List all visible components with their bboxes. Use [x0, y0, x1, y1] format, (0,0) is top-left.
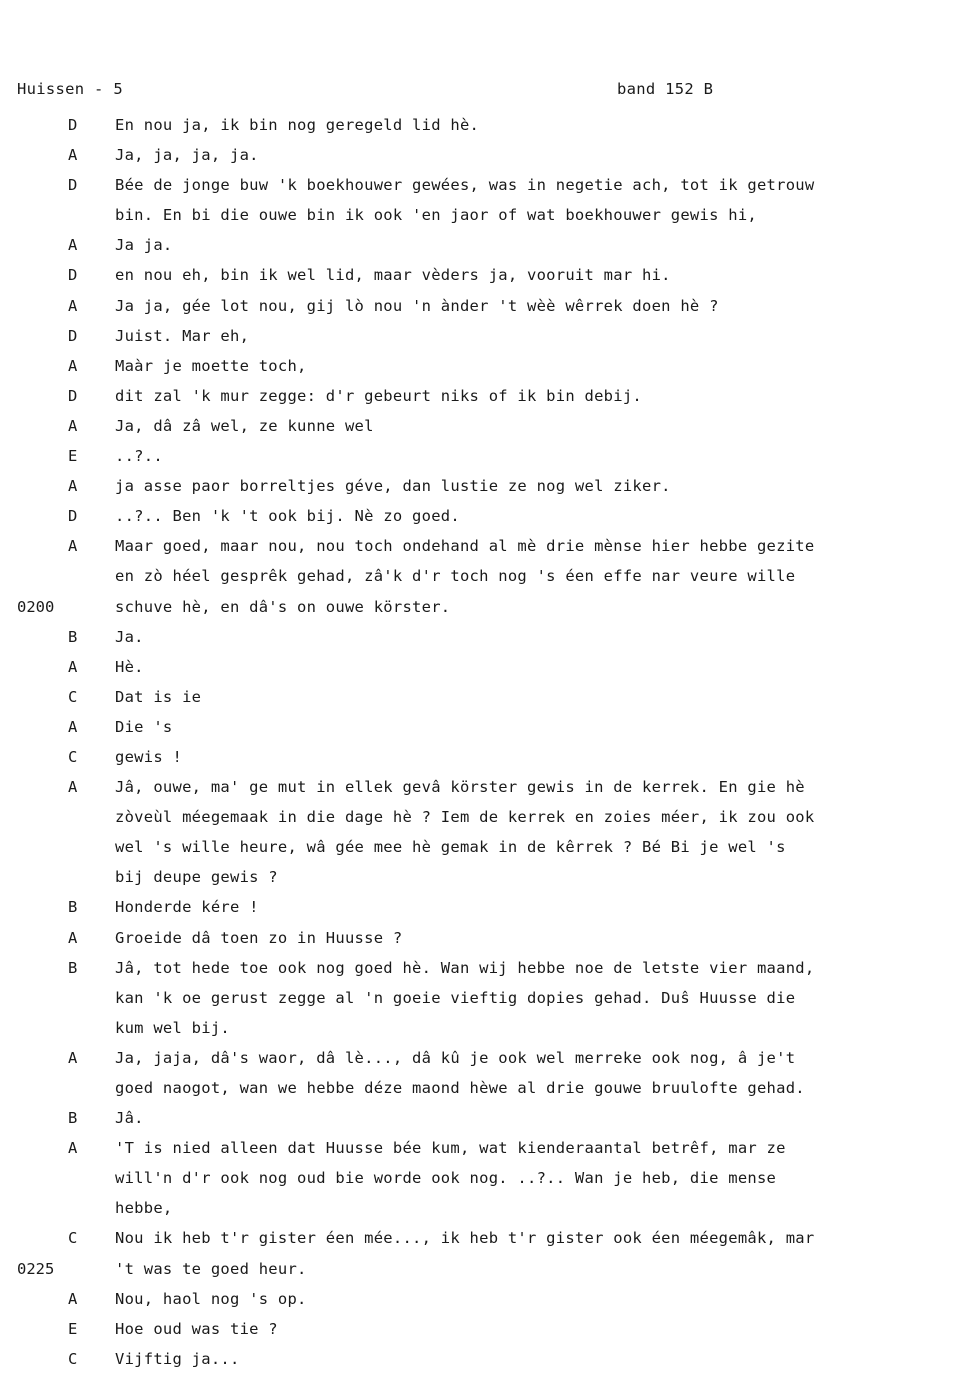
transcript-entry — [0, 1223, 973, 1283]
utterance-line: Bée de jonge buw 'k boekhouwer gewées, was in negetie ach, tot ik getrouw — [115, 176, 815, 195]
transcript-entry — [0, 652, 973, 682]
speaker-label: C — [68, 1229, 78, 1248]
utterance-line: will'n d'r ook nog oud bie worde ook nog. ..?.. Wan je heb, die mense — [115, 1169, 777, 1188]
speaker-label: D — [68, 176, 78, 195]
speaker-label: C — [68, 747, 78, 766]
transcript-entry — [0, 1043, 973, 1103]
speaker-label: B — [68, 627, 78, 646]
utterance-line: Hoe oud was tie ? — [115, 1319, 278, 1338]
utterance-line: gewis ! — [115, 747, 183, 766]
speaker-label: A — [68, 416, 78, 435]
transcript-entry — [0, 1314, 973, 1344]
speaker-label: D — [68, 507, 78, 526]
utterance-line: ..?.. Ben 'k 't ook bij. Nè zo goed. — [115, 507, 460, 526]
speaker-label: D — [68, 326, 78, 345]
utterance-line: 'T is nied alleen dat Huusse bée kum, wat kienderaantal betrêf, mar ze — [115, 1139, 786, 1158]
transcript-entry — [0, 682, 973, 712]
transcript-entry — [0, 892, 973, 922]
utterance-line: Honderde kére ! — [115, 898, 259, 917]
transcript-entry — [0, 321, 973, 351]
transcript-entry — [0, 230, 973, 260]
utterance-line: Ja ja, gée lot nou, gij lò nou 'n ànder 't wèè wêrrek doen hè ? — [115, 296, 719, 315]
speaker-label: A — [68, 537, 78, 556]
utterance-line: wel 's wille heure, wâ gée mee hè gemak in de kêrrek ? Bé Bi je wel 's — [115, 838, 786, 857]
speaker-label: A — [68, 1139, 78, 1158]
speaker-label: A — [68, 778, 78, 797]
transcript-entry — [0, 622, 973, 652]
utterance-line: dit zal 'k mur zegge: d'r gebeurt niks of ik bin debij. — [115, 386, 642, 405]
speaker-label: A — [68, 146, 78, 165]
utterance-line: Jâ, ouwe, ma' ge mut in ellek gevâ körster gewis in de kerrek. En gie hè — [115, 778, 805, 797]
utterance-line: Maàr je moette toch, — [115, 356, 307, 375]
utterance-line: Ja, ja, ja, ja. — [115, 146, 259, 165]
transcript-entry — [0, 501, 973, 531]
utterance-line: kum wel bij. — [115, 1018, 230, 1037]
speaker-label: A — [68, 928, 78, 947]
utterance-line: Jâ, tot hede toe ook nog goed hè. Wan wij hebbe noe de letste vier maand, — [115, 958, 815, 977]
transcript-entry — [0, 291, 973, 321]
transcript-entry — [0, 441, 973, 471]
speaker-label: A — [68, 296, 78, 315]
utterance-line: Juist. Mar eh, — [115, 326, 250, 345]
transcript-entry — [0, 260, 973, 290]
speaker-label: B — [68, 1109, 78, 1128]
utterance-line: hebbe, — [115, 1199, 173, 1218]
tape-counter-mark: 0200 — [17, 597, 55, 616]
utterance-line: kan 'k oe gerust zegge al 'n goeie vieftig dopies gehad. Duŝ Huusse die — [115, 988, 796, 1007]
speaker-label: E — [68, 447, 78, 466]
utterance-line: ..?.. — [115, 447, 163, 466]
utterance-line: en zò héel gesprêk gehad, zâ'k d'r toch nog 's éen effe nar veure wille — [115, 567, 796, 586]
utterance-line: Ja. — [115, 627, 144, 646]
transcript-entry — [0, 1344, 973, 1374]
utterance-line: En nou ja, ik bin nog geregeld lid hè. — [115, 116, 480, 134]
speaker-label: C — [68, 687, 78, 706]
speaker-label: A — [68, 657, 78, 676]
utterance-line: 't was te goed heur. — [115, 1259, 307, 1278]
utterance-line: Jâ. — [115, 1109, 144, 1128]
utterance-line: Die 's — [115, 717, 173, 736]
utterance-line: Nou ik heb t'r gister éen mée..., ik heb t'r gister ook éen méegemâk, mar — [115, 1229, 815, 1248]
utterance-line: ja asse paor borreltjes géve, dan lustie ze nog wel ziker. — [115, 477, 671, 496]
transcript-entry — [0, 170, 973, 230]
utterance-line: en nou eh, bin ik wel lid, maar vèders ja, vooruit mar hi. — [115, 266, 671, 285]
transcript-entry — [0, 772, 973, 892]
transcript-entry — [0, 1103, 973, 1133]
transcript-entry — [0, 923, 973, 953]
utterance-line: goed naogot, wan we hebbe déze maond hèwe al drie gouwe bruulofte gehad. — [115, 1079, 805, 1097]
utterance-line: Hè. — [115, 657, 144, 676]
utterance-line: bin. En bi die ouwe bin ik ook 'en jaor of wat boekhouwer gewis hi, — [115, 206, 757, 225]
utterance-line: Vijftig ja... — [115, 1349, 240, 1368]
tape-counter-mark: 0225 — [17, 1259, 55, 1278]
page-header-right: band 152 B — [617, 80, 714, 98]
utterance-line: Maar goed, maar nou, nou toch ondehand al mè drie mènse hier hebbe gezite — [115, 537, 815, 556]
transcript-entry — [0, 953, 973, 1043]
speaker-label: A — [68, 236, 78, 255]
speaker-label: A — [68, 356, 78, 375]
page-header-left: Huissen - 5 — [17, 80, 123, 98]
speaker-label: B — [68, 898, 78, 917]
speaker-label: C — [68, 1349, 78, 1368]
utterance-line: Ja ja. — [115, 236, 173, 255]
utterance-line: Groeide dâ toen zo in Huusse ? — [115, 928, 403, 947]
speaker-label: A — [68, 477, 78, 496]
utterance-line: Ja, dâ zâ wel, ze kunne wel — [115, 416, 374, 435]
speaker-label: D — [68, 386, 78, 405]
speaker-label: E — [68, 1319, 78, 1338]
speaker-label: B — [68, 958, 78, 977]
utterance-line: Nou, haol nog 's op. — [115, 1289, 307, 1308]
speaker-label: A — [68, 1289, 78, 1308]
transcript-entry — [0, 140, 973, 170]
speaker-label: A — [68, 1048, 78, 1067]
transcript-body — [0, 110, 973, 1374]
speaker-label: A — [68, 717, 78, 736]
transcript-entry — [0, 381, 973, 411]
transcript-entry — [0, 411, 973, 441]
speaker-label: D — [68, 266, 78, 285]
transcript-entry — [0, 1133, 973, 1223]
transcript-entry — [0, 531, 973, 621]
utterance-line: Dat is ie — [115, 687, 202, 706]
transcript-entry — [0, 742, 973, 772]
transcript-entry — [0, 351, 973, 381]
utterance-line: Ja, jaja, dâ's waor, dâ lè..., dâ kû je ook wel merreke ook nog, â je't — [115, 1048, 796, 1067]
utterance-line: schuve hè, en dâ's on ouwe körster. — [115, 597, 451, 616]
transcript-entry — [0, 110, 973, 140]
transcript-entry — [0, 471, 973, 501]
speaker-label: D — [68, 116, 78, 134]
utterance-line: zòveùl méegemaak in die dage hè ? Iem de kerrek en zoies méer, ik zou ook — [115, 808, 815, 827]
transcript-entry — [0, 712, 973, 742]
utterance-line: bij deupe gewis ? — [115, 868, 278, 887]
transcript-entry — [0, 1284, 973, 1314]
